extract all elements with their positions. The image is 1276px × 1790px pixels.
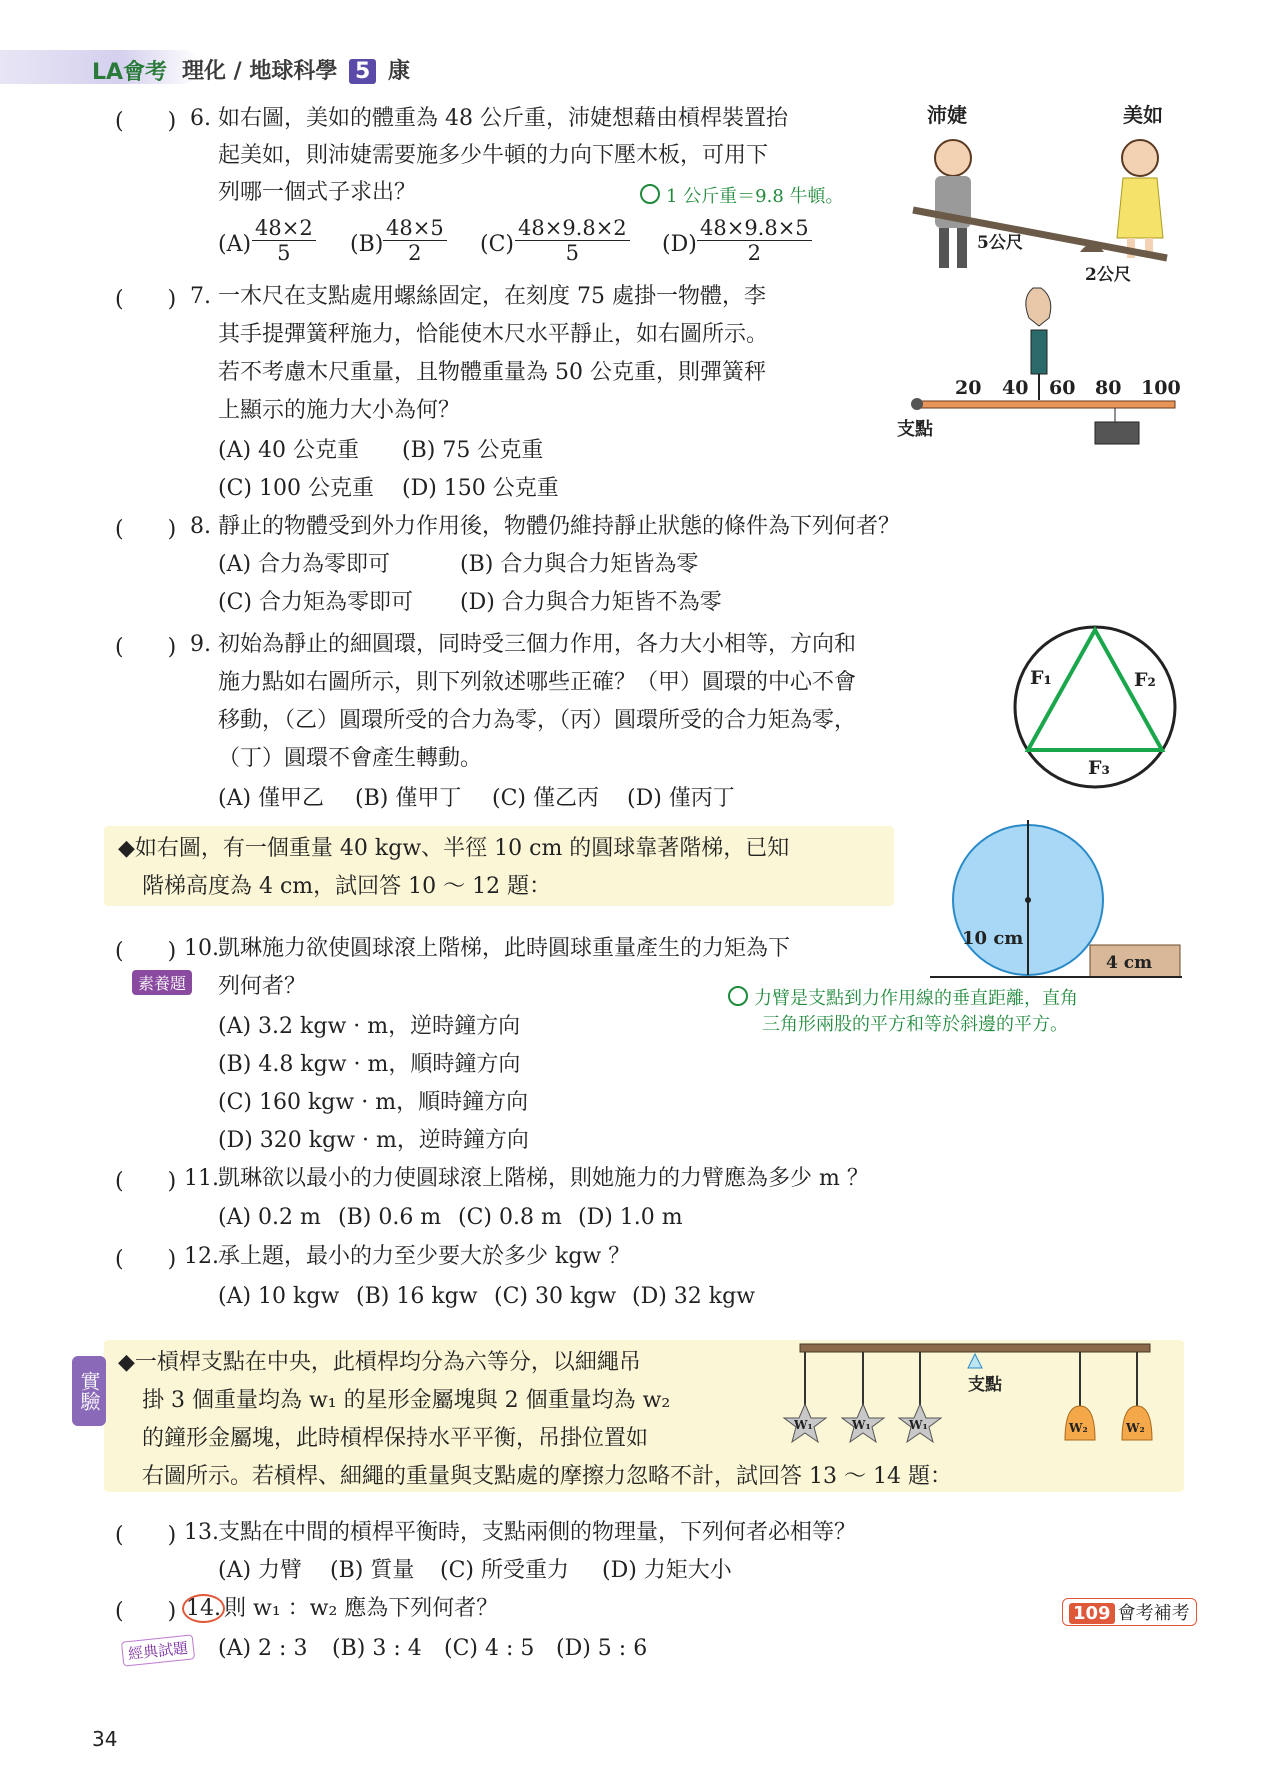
label-left-person: 沛婕 [927, 103, 967, 127]
option[interactable]: (C) 30 kgw [494, 1284, 617, 1309]
option-label[interactable]: (D) [662, 232, 697, 257]
option[interactable]: (A) 10 kgw [218, 1284, 340, 1309]
center-point [1025, 897, 1031, 903]
distance-label-5m: 5公尺 [977, 233, 1023, 253]
question-number: 13. [184, 1520, 219, 1545]
publisher: 康 [388, 59, 411, 84]
option[interactable]: (B) 合力與合力矩皆為零 [460, 552, 699, 577]
exam-year: 109 [1069, 1603, 1115, 1624]
ring-forces-figure [1010, 622, 1180, 792]
fraction: $\frac{48\times 5}{2}$ [383, 216, 447, 265]
ruler-figure [895, 280, 1185, 450]
option[interactable]: (B) 3 : 4 [332, 1636, 422, 1661]
option[interactable]: (B) 僅甲丁 [355, 786, 462, 811]
girl-left-leg [939, 228, 949, 268]
option[interactable]: (B) 0.6 m [338, 1205, 442, 1230]
group-intro-text: ◆一槓桿支點在中央，此槓桿均分為六等分，以細繩吊 [118, 1350, 641, 1375]
answer-blank[interactable]: ( ) [115, 1247, 177, 1272]
question-text: （丁）圓環不會產生轉動。 [218, 746, 483, 771]
option[interactable]: (B) 16 kgw [356, 1284, 478, 1309]
group-intro-text: 右圖所示。若槓桿、細繩的重量與支點處的摩擦力忽略不計，試回答 13 ～ 14 題： [142, 1464, 952, 1489]
group-intro-text: 掛 3 個重量均為 w₁ 的星形金屬塊與 2 個重量均為 w₂ [142, 1388, 671, 1413]
literacy-tag: 素養題 [132, 970, 192, 995]
force-label-f3: F₃ [1088, 757, 1110, 779]
step-height-label: 4 cm [1106, 953, 1153, 973]
girl-left-head [935, 140, 971, 176]
question-text: 如右圖，美如的體重為 48 公斤重，沛婕想藉由槓桿裝置抬 [218, 106, 788, 131]
option[interactable]: (A) 0.2 m [218, 1205, 321, 1230]
question-number-circle: 14. [182, 1594, 225, 1623]
pivot-screw [911, 398, 923, 410]
subject: 理化 / 地球科學 [182, 59, 338, 84]
fraction: $\frac{48\times 2}{5}$ [252, 216, 316, 265]
question-text: 列哪一個式子求出？ [218, 180, 417, 205]
distance-label-2m: 2公尺 [1085, 265, 1131, 285]
option[interactable]: (A) 2 : 3 [218, 1636, 308, 1661]
ruler [920, 401, 1175, 408]
answer-blank[interactable]: ( ) [115, 287, 177, 312]
w1-label: W₁ [852, 1418, 871, 1432]
answer-blank[interactable]: ( ) [115, 635, 177, 660]
w2-label: W₂ [1126, 1421, 1145, 1435]
volume-badge: 5 [349, 59, 376, 84]
w1-label: W₁ [794, 1418, 813, 1432]
question-number: 11. [184, 1166, 219, 1191]
exam-type: 會考補考 [1117, 1603, 1190, 1624]
question-text: 則 w₁ ：w₂ 應為下列何者？ [224, 1596, 499, 1621]
answer-blank[interactable]: ( ) [115, 1169, 177, 1194]
option[interactable]: (C) 160 kgw · m，順時鐘方向 [218, 1090, 529, 1115]
ball-step-figure [920, 820, 1182, 980]
header-title [182, 54, 410, 85]
key-icon [728, 986, 748, 1006]
option-label[interactable]: (A) [218, 232, 252, 257]
group-intro-text: 階梯高度為 4 cm，試回答 10 ～ 12 題： [142, 874, 552, 899]
option[interactable]: (C) 僅乙丙 [492, 786, 599, 811]
option[interactable]: (C) 100 公克重 [218, 476, 374, 501]
option[interactable]: (A) 合力為零即可 [218, 552, 391, 577]
group-intro-text: ◆如右圖，有一個重量 40 kgw、半徑 10 cm 的圓球靠著階梯，已知 [118, 836, 790, 861]
hint [728, 986, 1078, 1012]
option[interactable]: (A) 3.2 kgw · m，逆時鐘方向 [218, 1014, 521, 1039]
question-number: 10. [184, 936, 219, 961]
pivot-label: 支點 [897, 419, 933, 440]
question-text: 施力點如右圖所示，則下列敘述哪些正確？（甲）圓環的中心不會 [218, 670, 857, 695]
option[interactable]: (C) 合力矩為零即可 [218, 590, 413, 615]
lever-figure [780, 1336, 1180, 1456]
question-number: 8. [190, 514, 211, 539]
tick-label: 80 [1095, 377, 1122, 399]
tick-label: 20 [955, 377, 982, 399]
answer-blank[interactable]: ( ) [115, 1599, 177, 1624]
tick-label: 100 [1141, 377, 1181, 399]
question-text: 列何者？ [218, 974, 307, 999]
lever-bar [800, 1344, 1150, 1352]
option[interactable]: (B) 75 公克重 [402, 438, 544, 463]
tick-label: 40 [1002, 377, 1029, 399]
w2-label: W₂ [1069, 1421, 1088, 1435]
hint-text: 力臂是支點到力作用線的垂直距離，直角 [754, 988, 1078, 1009]
option[interactable]: (B) 4.8 kgw · m，順時鐘方向 [218, 1052, 521, 1077]
answer-blank[interactable]: ( ) [115, 939, 177, 964]
question-text: 移動，（乙）圓環所受的合力為零，（丙）圓環所受的合力矩為零， [218, 708, 857, 733]
girl-right-head [1122, 140, 1158, 176]
classic-question-tag: 經典試題 [121, 1634, 195, 1666]
question-number: 9. [190, 632, 211, 657]
girl-right-dress [1117, 178, 1163, 238]
question-text: 上顯示的施力大小為何？ [218, 398, 461, 423]
exam-source-badge [1062, 1598, 1197, 1626]
option[interactable]: (D) 僅丙丁 [627, 786, 735, 811]
question-number: 7. [190, 284, 211, 309]
question-number [182, 1594, 225, 1624]
option[interactable]: (A) 力臂 [218, 1558, 303, 1583]
option[interactable]: (D) 5 : 6 [556, 1636, 648, 1661]
label-right-person: 美如 [1123, 103, 1163, 127]
hanging-weight [1095, 422, 1139, 444]
question-number: 12. [184, 1244, 219, 1269]
series-logo: LA會考 [92, 60, 168, 85]
force-label-f2: F₂ [1134, 669, 1156, 691]
question-text: 靜止的物體受到外力作用後，物體仍維持靜止狀態的條件為下列何者？ [218, 514, 901, 539]
question-text: 支點在中間的槓桿平衡時，支點兩側的物理量，下列何者必相等？ [218, 1520, 857, 1545]
answer-blank[interactable]: ( ) [115, 1523, 177, 1548]
question-text: 凱琳施力欲使圓球滾上階梯，此時圓球重量產生的力矩為下 [218, 936, 791, 961]
hint-text: 三角形兩股的平方和等於斜邊的平方。 [762, 1014, 1068, 1035]
key-icon [640, 184, 660, 204]
question-text: 其手提彈簧秤施力，恰能使木尺水平靜止，如右圖所示。 [218, 322, 769, 347]
question-text: 凱琳欲以最小的力使圓球滾上階梯，則她施力的力臂應為多少 m ？ [218, 1166, 869, 1191]
tick-label: 60 [1049, 377, 1076, 399]
option[interactable]: (D) 力矩大小 [602, 1558, 732, 1583]
fraction: $\frac{48\times 9.8\times 5}{2}$ [697, 216, 812, 265]
hint [640, 184, 844, 210]
option[interactable]: (D) 320 kgw · m，逆時鐘方向 [218, 1128, 529, 1153]
pivot-marker [968, 1354, 982, 1368]
option[interactable]: (A) 40 公克重 [218, 438, 360, 463]
w1-label: W₁ [909, 1418, 928, 1432]
question-number: 6. [190, 106, 211, 131]
girl-left-leg [957, 228, 967, 268]
group-intro-text: 的鐘形金屬塊，此時槓桿保持水平平衡，吊掛位置如 [142, 1426, 649, 1451]
hand [1026, 288, 1051, 326]
option-label[interactable]: (C) [480, 232, 514, 257]
option[interactable]: (D) 合力與合力矩皆不為零 [460, 590, 722, 615]
option[interactable]: (A) 僅甲乙 [218, 786, 325, 811]
seesaw-figure [905, 100, 1175, 285]
spring-scale [1031, 330, 1047, 374]
option[interactable]: (D) 32 kgw [632, 1284, 756, 1309]
option[interactable]: (C) 4 : 5 [444, 1636, 535, 1661]
option[interactable]: (D) 1.0 m [578, 1205, 683, 1230]
option[interactable]: (D) 150 公克重 [402, 476, 559, 501]
option[interactable]: (C) 所受重力 [440, 1558, 569, 1583]
question-text: 初始為靜止的細圓環，同時受三個力作用，各力大小相等，方向和 [218, 632, 857, 657]
answer-blank[interactable]: ( ) [115, 517, 177, 542]
option[interactable]: (C) 0.8 m [458, 1205, 562, 1230]
page-number: 34 [92, 1727, 118, 1751]
answer-blank[interactable]: ( ) [115, 109, 177, 134]
fraction: $\frac{48\times 9.8\times 2}{5}$ [515, 216, 630, 265]
experiment-tab: 實驗 [72, 1356, 106, 1426]
question-text: 起美如，則沛婕需要施多少牛頓的力向下壓木板，可用下 [218, 143, 769, 168]
radius-label: 10 cm [962, 928, 1024, 949]
question-text: 承上題，最小的力至少要大於多少 kgw ？ [218, 1244, 631, 1269]
pivot-label: 支點 [968, 1375, 1002, 1395]
option-label[interactable]: (B) [350, 232, 384, 257]
option[interactable]: (B) 質量 [330, 1558, 415, 1583]
question-text: 一木尺在支點處用螺絲固定，在刻度 75 處掛一物體，李 [218, 284, 766, 309]
force-label-f1: F₁ [1030, 667, 1052, 689]
question-text: 若不考慮木尺重量，且物體重量為 50 公克重，則彈簧秤 [218, 360, 766, 385]
hint-text: 1 公斤重＝9.8 牛頓。 [666, 186, 844, 207]
